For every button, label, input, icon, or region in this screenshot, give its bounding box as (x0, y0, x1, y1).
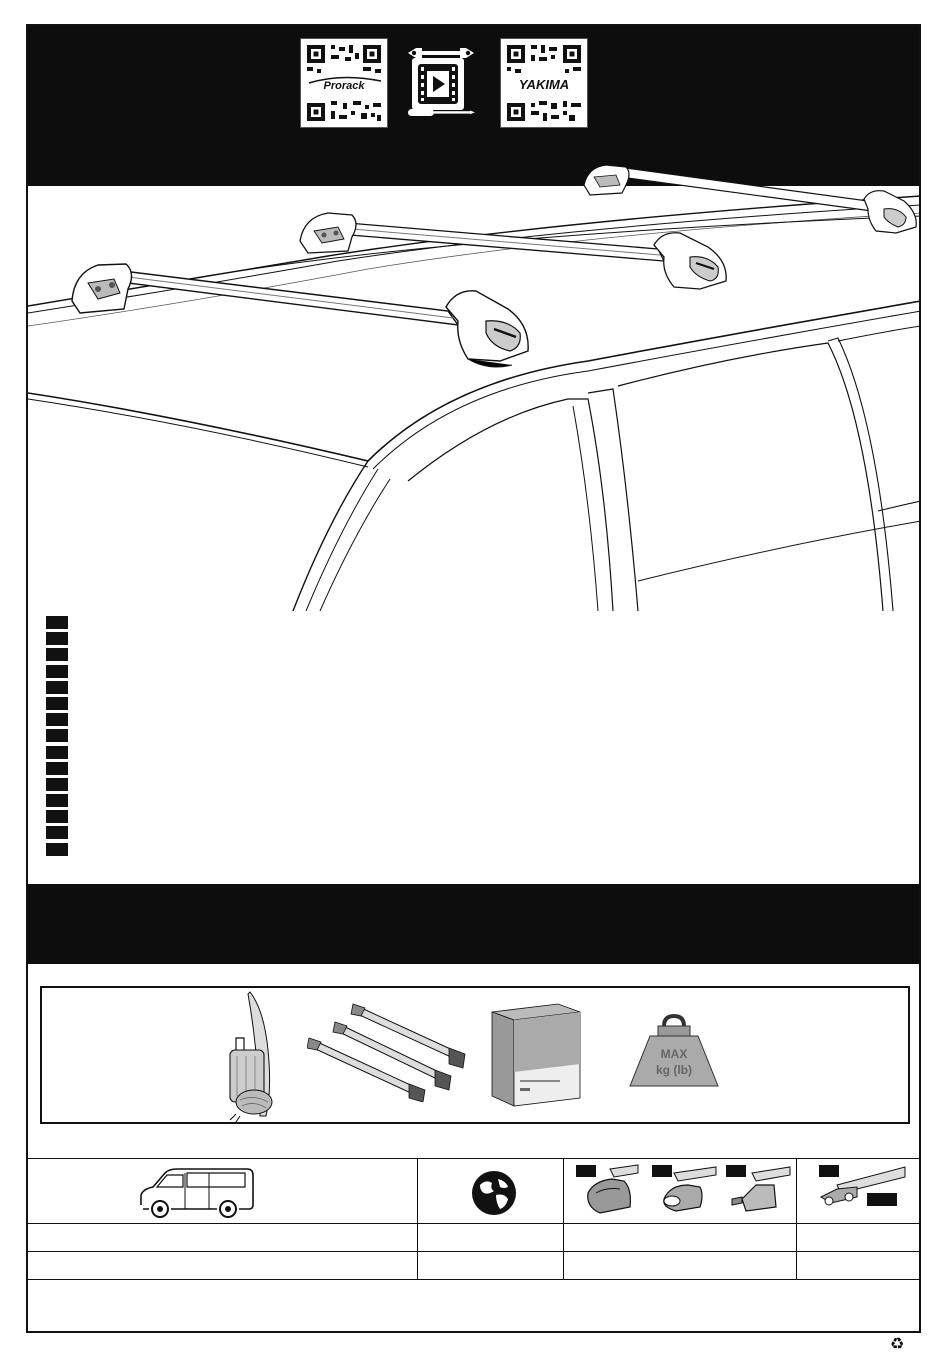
video-tutorial-button[interactable] (412, 58, 464, 110)
fix-point-foot-icon (728, 1163, 792, 1219)
table-cell (564, 1224, 797, 1252)
instruction-sheet (26, 24, 921, 1333)
roof-rack-illustration (28, 161, 921, 611)
language-box (46, 778, 68, 791)
bar-type-column-header (797, 1159, 921, 1224)
roof-bars-icon (307, 1002, 477, 1102)
table-cell (797, 1224, 921, 1252)
language-box (46, 826, 68, 839)
vehicle-column-header (27, 1159, 418, 1224)
flush-foot-icon (580, 1163, 640, 1219)
title-band (28, 884, 919, 964)
region-column-header (417, 1159, 564, 1224)
language-list (46, 616, 68, 859)
language-box (46, 713, 68, 726)
max-label: MAX (660, 1047, 688, 1061)
foot-type-column-header (564, 1159, 797, 1224)
language-box (46, 746, 68, 759)
language-box (46, 665, 68, 678)
max-load-weight-icon (626, 1014, 722, 1090)
table-cell (27, 1224, 418, 1252)
language-box (46, 729, 68, 742)
language-box (46, 616, 68, 629)
table-cell (564, 1252, 797, 1280)
language-box (46, 697, 68, 710)
table-cell (417, 1252, 564, 1280)
table-cell (417, 1224, 564, 1252)
recycle-icon: ♻ (890, 1336, 905, 1353)
weight-unit-label: kg (lb) (656, 1063, 692, 1077)
language-box (46, 843, 68, 856)
table-row (27, 1252, 921, 1280)
table-cell (27, 1252, 418, 1280)
screwdriver-icon (406, 106, 476, 118)
globe-icon (470, 1169, 518, 1217)
language-box (46, 632, 68, 645)
language-box (46, 810, 68, 823)
table-row (27, 1224, 921, 1252)
qr-brand-prorack: Prorack (323, 80, 365, 92)
table-cell (797, 1252, 921, 1280)
fitting-kit-box-icon (490, 1002, 586, 1110)
raised-rail-foot-icon (654, 1163, 718, 1219)
qr-code-prorack[interactable] (300, 38, 388, 128)
language-box (46, 648, 68, 661)
table-header-row (27, 1159, 921, 1224)
language-box (46, 762, 68, 775)
fitment-table (26, 1158, 921, 1280)
van-icon (135, 1165, 257, 1219)
package-contents-box (40, 986, 910, 1124)
qr-brand-yakima: YAKIMA (518, 77, 570, 92)
qr-code-yakima[interactable] (500, 38, 588, 128)
footer-notes-area (28, 1281, 919, 1333)
language-box (46, 681, 68, 694)
cargo-luggage-icon (220, 990, 290, 1124)
wingbar-foot-icon (817, 1163, 907, 1219)
language-box (46, 794, 68, 807)
